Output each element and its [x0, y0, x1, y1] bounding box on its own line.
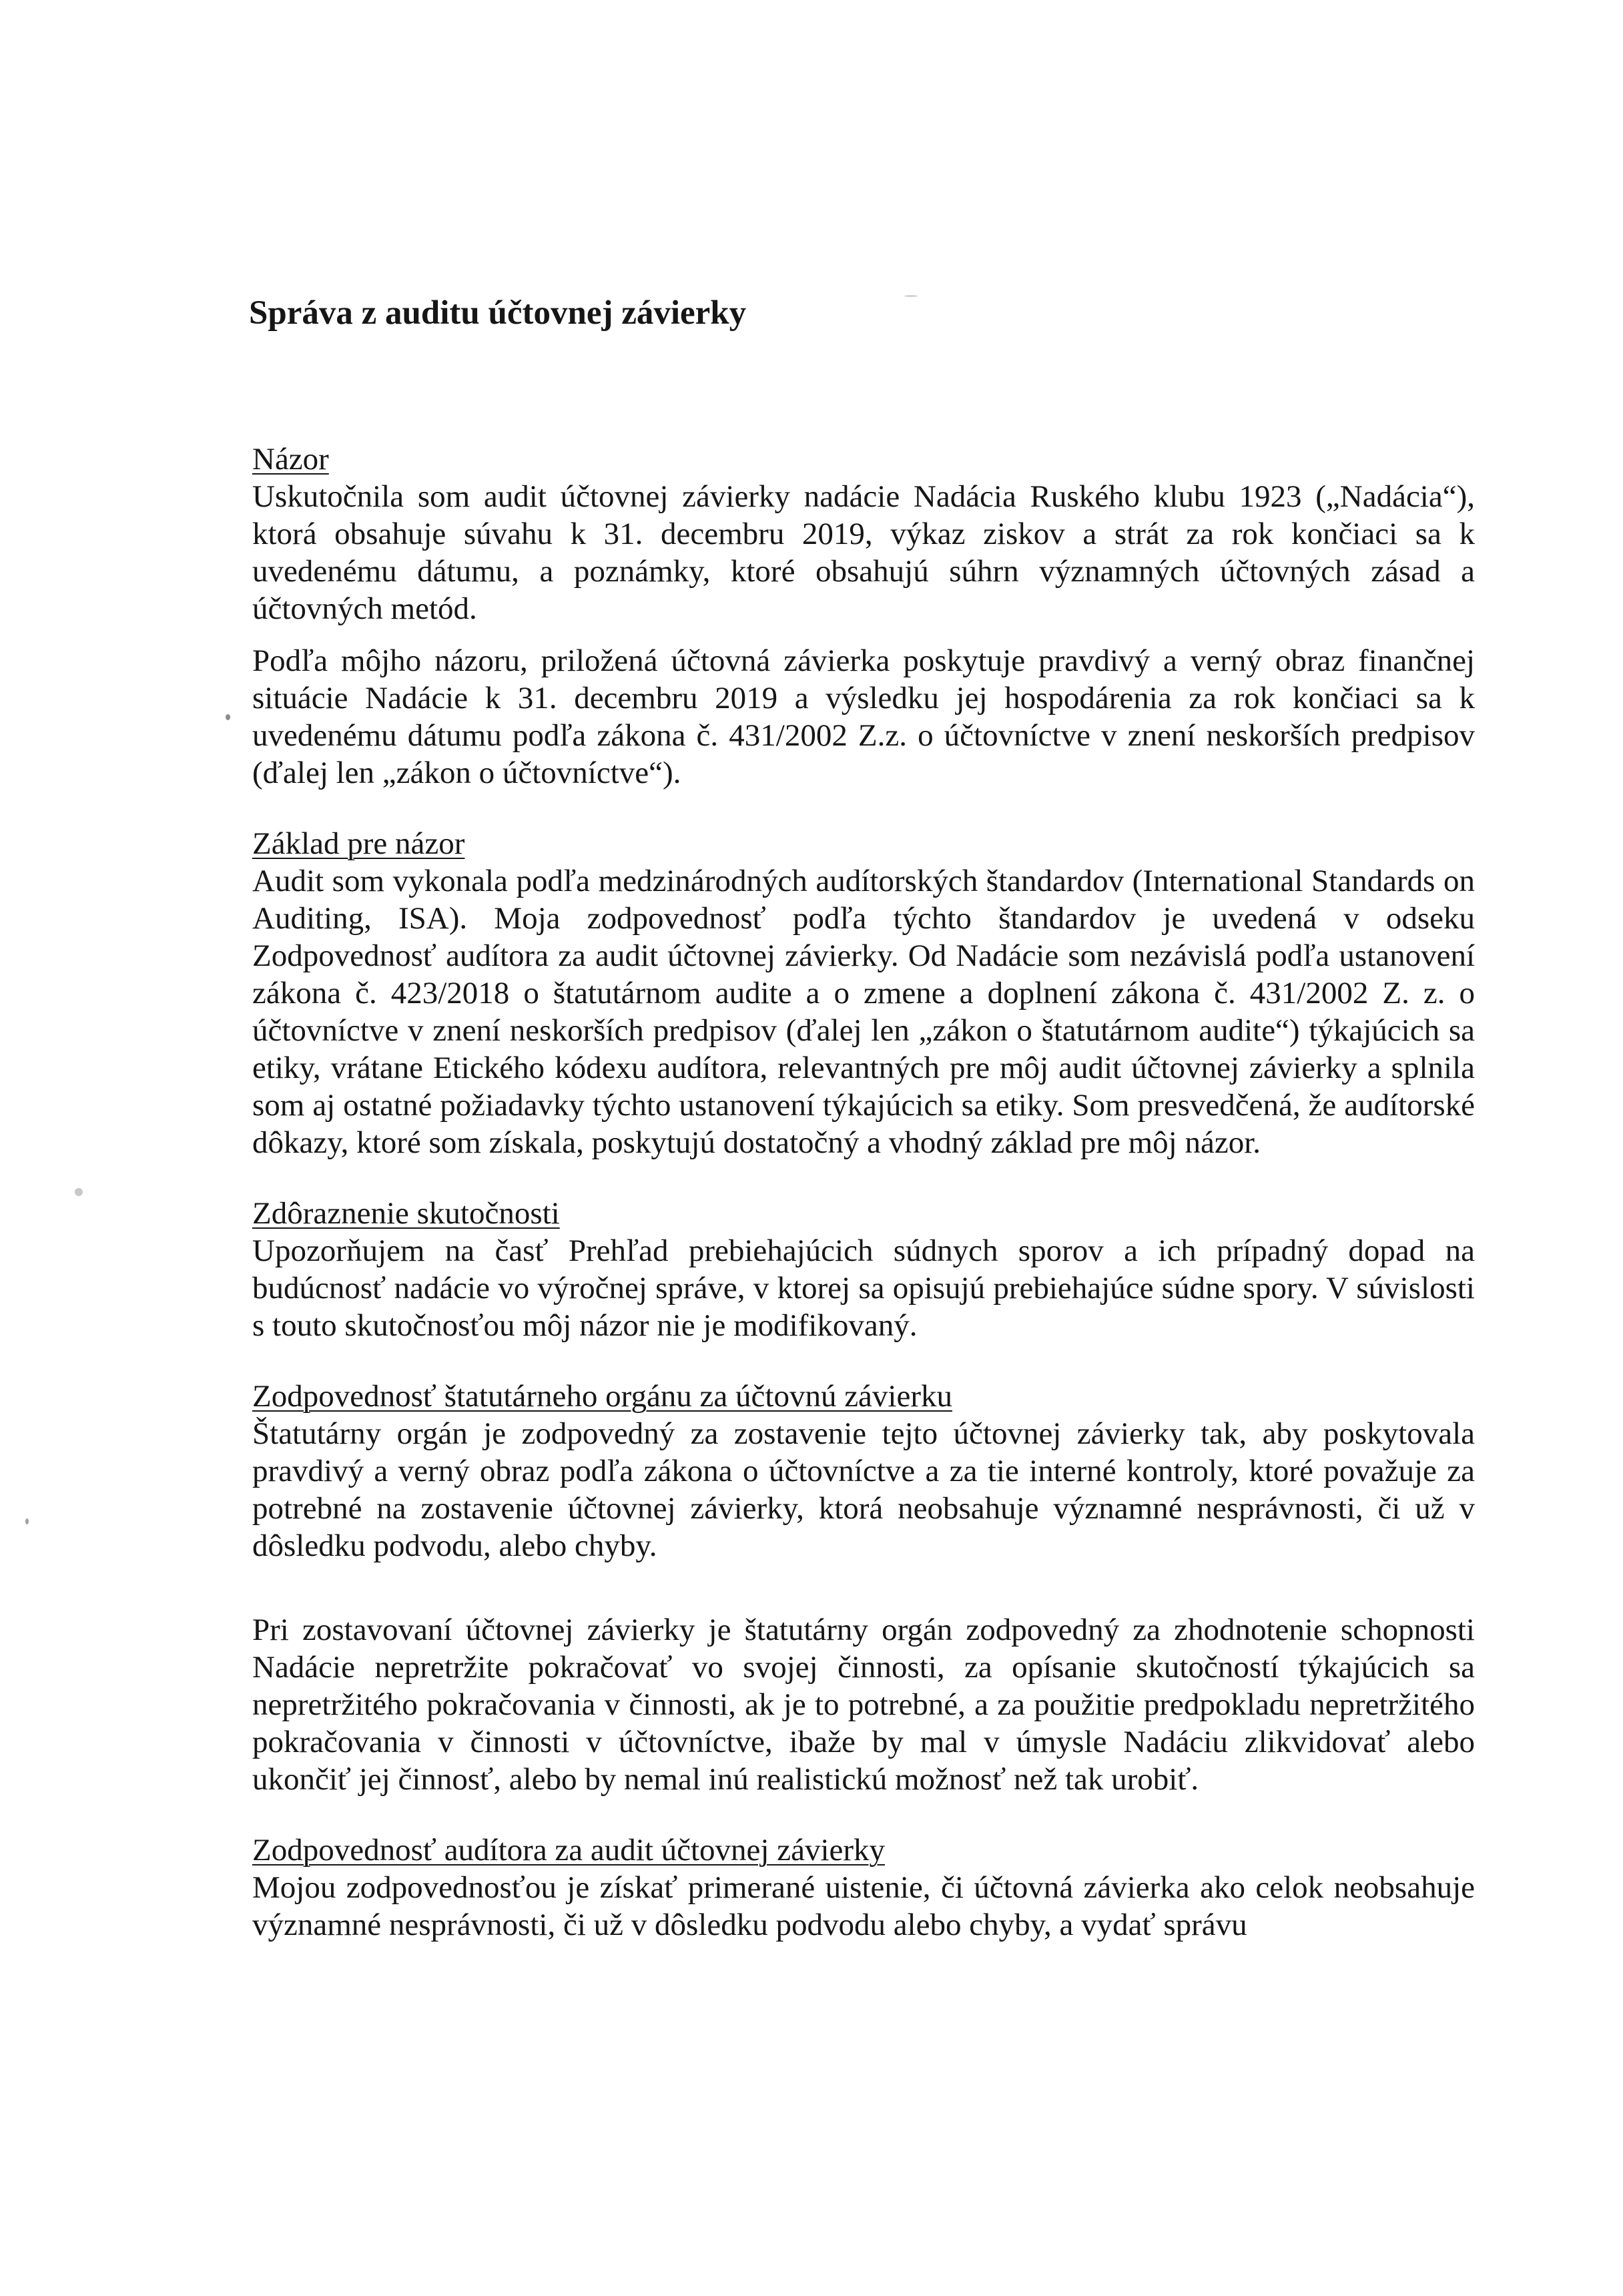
section-zodpovednost-statutarneho-organu: [252, 1378, 1475, 1798]
scan-speck: [75, 1188, 83, 1196]
paragraph: Audit som vykonala podľa medzinárodných audítorských štandardov (International Standards on Auditing, ISA). Moja zodpovednosť podľa týchto štandardov je uvedená v odseku Zodpovednosť audítora za audit účtovnej závierky. Od Nadácie som nezávislá podľa ustanovení zákona č. 423/2018 o štatutárnom audite a o zmene a doplnení zákona č. 431/2002 Z. z. o účtovníctve v znení neskorších predpisov (ďalej len „zákon o štatutárnom audite“) týkajúcich sa etiky, vrátane Etického kódexu audítora, relevantných pre môj audit účtovnej závierky a splnila som aj ostatné požiadavky týchto ustanovení týkajúcich sa etiky. Som presvedčená, že audítorské dôkazy, ktoré som získala, poskytujú dostatočný a vhodný základ pre môj názor.: [252, 864, 1475, 1160]
section-heading: Základ pre názor: [252, 826, 465, 861]
paragraph: Uskutočnila som audit účtovnej závierky nadácie Nadácia Ruského klubu 1923 („Nadácia“), ktorá obsahuje súvahu k 31. decembru 2019, výkaz ziskov a strát za rok končiaci sa k uvedenému dátumu, a poznámky, ktoré obsahujú súhrn významných účtovných zásad a účtovných metód.: [252, 479, 1475, 626]
scan-speck: [226, 714, 230, 720]
document-title: Správa z auditu účtovnej závierky: [249, 294, 747, 332]
paragraph: Podľa môjho názoru, priložená účtovná závierka poskytuje pravdivý a verný obraz finančnej situácie Nadácie k 31. decembru 2019 a výsledku jej hospodárenia za rok končiaci sa k uvedenému dátumu podľa zákona č. 431/2002 Z.z. o účtovníctve v znení neskorších predpisov (ďalej len „zákon o účtovníctve“).: [252, 643, 1475, 790]
section-nazor: [252, 441, 1475, 792]
document-body: [252, 441, 1475, 1944]
paragraph: Štatutárny orgán je zodpovedný za zostavenie tejto účtovnej závierky tak, aby poskytovala pravdivý a verný obraz podľa zákona o účtovníctve a za tie interné kontroly, ktoré považuje za potrebné na zostavenie účtovnej závierky, ktorá neobsahuje významné nesprávnosti, či už v dôsledku podvodu, alebo chyby.: [252, 1416, 1475, 1563]
section-heading: Názor: [252, 442, 329, 477]
paragraph: Mojou zodpovednosťou je získať primerané uistenie, či účtovná závierka ako celok neobsahuje významné nesprávnosti, či už v dôsledku podvodu alebo chyby, a vydať správu: [252, 1870, 1475, 1942]
section-heading: Zodpovednosť audítora za audit účtovnej závierky: [252, 1833, 886, 1868]
paragraph: Pri zostavovaní účtovnej závierky je štatutárny orgán zodpovedný za zhodnotenie schopnosti Nadácie nepretržite pokračovať vo svojej činnosti, za opísanie skutočností týkajúcich sa nepretržitého pokračovania v činnosti, ak je to potrebné, a za použitie predpokladu nepretržitého pokračovania v činnosti v účtovníctve, ibaže by mal v úmysle Nadáciu zlikvidovať alebo ukončiť jej činnosť, alebo by nemal inú realistickú možnosť než tak urobiť.: [252, 1613, 1475, 1797]
section-zodpovednost-auditora: [252, 1831, 1475, 1944]
section-zdoraznenie-skutocnosti: [252, 1195, 1475, 1344]
section-heading: Zdôraznenie skutočnosti: [252, 1196, 560, 1231]
scan-speck: [25, 1518, 29, 1524]
scan-speck: [904, 295, 918, 297]
section-heading: Zodpovednosť štatutárneho orgánu za účtovnú závierku: [252, 1379, 952, 1414]
section-zaklad-pre-nazor: [252, 825, 1475, 1161]
paragraph: Upozorňujem na časť Prehľad prebiehajúcich súdnych sporov a ich prípadný dopad na budúcnosť nadácie vo výročnej správe, v ktorej sa opisujú prebiehajúce súdne spory. V súvislosti s touto skutočnosťou môj názor nie je modifikovaný.: [252, 1233, 1475, 1343]
